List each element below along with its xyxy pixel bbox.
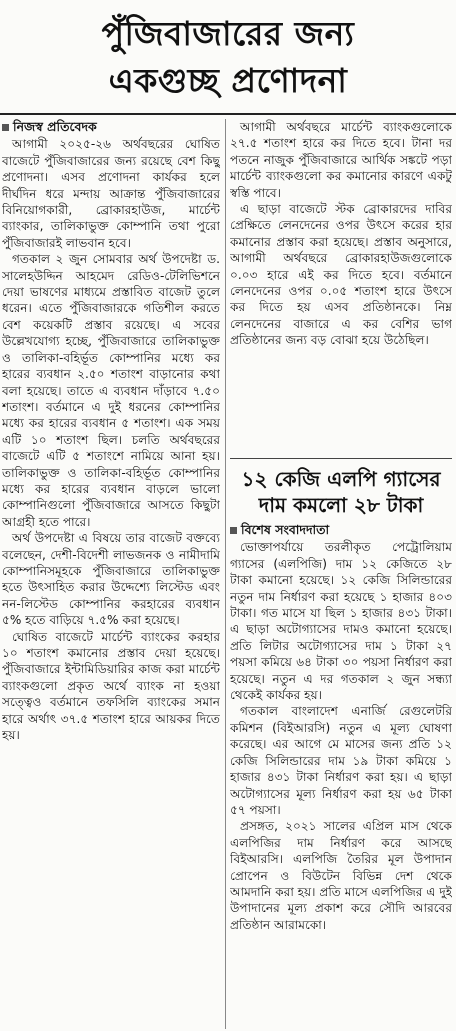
article-1-paragraph: ঘোষিত বাজেটে মার্চেন্ট ব্যাংকের করহার ১০ শতাংশ কমানোর প্রস্তাব দেয়া হয়েছে। পুঁজিবাজারে ইন্টামিডিয়ারির কাজ করা মার্চেন্ট ব্যাংকগুলো প্রকৃত অর্থে ব্যাংক না হওয়া সত্ত্বেও বর্তমানে তফসিলি ব্যাংকের সমান হারে অর্থাৎ ৩৭.৫ শতাংশ হারে আয়কর দিতে হয়। bbox=[2, 629, 220, 743]
article-1-paragraph: আগামী অর্থবছরে মার্চেন্ট ব্যাংকগুলোকে ২৭.৫ শতাংশ হারে কর দিতে হবে। টানা দর পতনে নাজুক পুঁজিবাজারে আর্থিক সঙ্কটে পড়া মার্চেন্ট ব্যাংকগুলো কর কমানোর কারণে একটু স্বস্তি পাবে। bbox=[230, 120, 452, 200]
article-1-column-1 bbox=[2, 119, 220, 1029]
article-2-paragraph: প্রসঙ্গত, ২০২১ সালের এপ্রিল মাস থেকে এলপিজির দাম নির্ধারণ করে আসছে বিইআরসি। এলপিজি তৈরির মূল উপাদান প্রোপেন ও বিউটেন বিভিন্ন দেশ থেকে আমদানি করা হয়। প্রতি মাসে এলপিজির এ দুই উপাদানের মূল্য প্রকাশ করে সৌদি আরবের প্রতিষ্ঠান আরামকো। bbox=[230, 819, 452, 932]
article-1-paragraph: এ ছাড়া বাজেটে স্টক ব্রোকারদের দাবির প্রেক্ষিতে লেনদেনের ওপর উৎসে করের হার কমানোর প্রস্তাব করা হয়েছে। প্রস্তাব অনুসারে, আগামী অর্থবছরে ব্রোকারহাউজগুলোকে ০.০৩ হারে এই কর দিতে হবে। বর্তমানে লেনদেনের ওপর ০.০৫ শতাংশ হারে উৎসে কর দিতে হয় এসব প্রতিষ্ঠানকে। নিম্ন লেনদেনের বাজারে এ কর বেশির ভাগ প্রতিষ্ঠানের জন্য বড় বোঝা হয়ে উঠেছিল। bbox=[230, 202, 452, 348]
article-1-paragraph: আগামী ২০২৫-২৬ অর্থবছরের ঘোষিত বাজেটে পুঁজিবাজারের জন্য রয়েছে বেশ কিছু প্রণোদনা। এসব প্রণোদনা কার্যকর হলে দীর্ঘদিন ধরে মন্দায় আক্রান্ত পুঁজিবাজারের বিনিয়োগকারী, ব্রোকারহাউজ, মার্চেন্ট ব্যাংকার, তালিকাভুক্ত কোম্পানি তথা পুরো পুঁজিবাজারই লাভবান হবে। bbox=[2, 137, 220, 250]
main-headline bbox=[0, 0, 456, 112]
column-divider bbox=[225, 119, 226, 1029]
article-separator bbox=[230, 458, 452, 459]
byline-bullet-icon bbox=[230, 527, 237, 534]
headline-line-1: পুঁজিবাজারের জন্য bbox=[101, 14, 355, 53]
article-1-byline bbox=[2, 119, 220, 135]
article-1-column-2 bbox=[230, 119, 452, 454]
article-2-headline: ১২ কেজি এলপি গ্যাসের দাম কমলো ২৮ টাকা bbox=[241, 467, 441, 517]
byline-bullet-icon bbox=[2, 124, 9, 131]
article-2-paragraph: গতকাল বাংলাদেশ এনার্জি রেগুলেটরি কমিশন (বিইআরসি) নতুন এ মূল্য ঘোষণা করেছে। এর আগে মে মাসের জন্য প্রতি ১২ কেজি সিলিন্ডারের দাম ১৯ টাকা কমিয়ে ১ হাজার ৪৩১ টাকা নির্ধারণ করা হয়। এ ছাড়া অটোগ্যাসের মূল্য নির্ধারণ করা হয় ৬৫ টাকা ৫৭ পয়সা। bbox=[230, 704, 452, 817]
headline-line-2: একগুচ্ছ প্রণোদনা bbox=[108, 61, 348, 100]
article-2-paragraph: ভোক্তাপর্যায়ে তরলীকৃত পেট্রোলিয়াম গ্যাসের (এলপিজি) দাম ১২ কেজিতে ২৮ টাকা কমানো হয়েছে। ১২ কেজি সিলিন্ডারের নতুন দাম নির্ধারণ করা হয়েছে ১ হাজার ৪০৩ টাকা। গত মাসে যা ছিল ১ হাজার ৪৩১ টাকা। এ ছাড়া অটোগ্যাসের দামও কমানো হয়েছে। প্রতি লিটার অটোগ্যাসের দাম ১ টাকা ২৭ পয়সা কমিয়ে ৬৪ টাকা ৩০ পয়সা নির্ধারণ করা হয়েছে। নতুন এ দর গতকাল ২ জুন সন্ধ্যা থেকেই কার্যকর হয়। bbox=[230, 540, 452, 703]
article-2-column bbox=[230, 462, 452, 1029]
article-1-paragraph: গতকাল ২ জুন সোমবার অর্থ উপদেষ্টা ড. সালেহউদ্দিন আহমেদ রেডিও-টেলিভিশনে দেয়া ভাষণের মাধ্যমে প্রস্তাবিত বাজেট তুলে ধরেন। এতে পুঁজিবাজারকে গতিশীল করতে বেশ কয়েকটি প্রস্তাব রয়েছে। এ সবের উল্লেখযোগ্য হচ্ছে, পুঁজিবাজারে তালিকাভুক্ত ও তালিকা-বহির্ভূত কোম্পানির মধ্যে কর হারের ব্যবধান ২.৫০ শতাংশ বাড়ানোর কথা বলা হয়েছে। তাতে এ ব্যবধান দাঁড়াবে ৭.৫০ শতাংশ। বর্তমানে এ দুই ধরনের কোম্পানির মধ্যে কর হারের ব্যবধান ৫ শতাংশ। এক সময় এটি ১০ শতাংশ ছিল। চলতি অর্থবছরের বাজেটে এটি ৫ শতাংশে নামিয়ে আনা হয়। তালিকাভুক্ত ও তালিকা-বহির্ভূত কোম্পানির মধ্যে কর হারের ব্যবধান বাড়লে ভালো কোম্পানিগুলো পুঁজিবাজারে আসতে কিছুটা আগ্রহী হতে পারে। bbox=[2, 252, 220, 529]
article-2-byline bbox=[230, 522, 452, 538]
article-1-paragraph: অর্থ উপদেষ্টা এ বিষয়ে তার বাজেট বক্তব্যে বলেছেন, দেশী-বিদেশী লাভজনক ও নামীদামি কোম্পানিসমূহকে পুঁজিবাজারে তালিকাভুক্ত হতে উৎসাহিত করার উদ্দেশ্যে লিস্টেড এবং নন-লিস্টেড কোম্পানির করহারের ব্যবধান ৫% হতে বাড়িয়ে ৭.৫% করা হয়েছে। bbox=[2, 531, 220, 628]
article-1-byline-text: নিজস্ব প্রতিবেদক bbox=[13, 119, 97, 134]
headline-divider bbox=[0, 113, 456, 115]
article-2-byline-text: বিশেষ সংবাদদাতা bbox=[241, 522, 330, 537]
